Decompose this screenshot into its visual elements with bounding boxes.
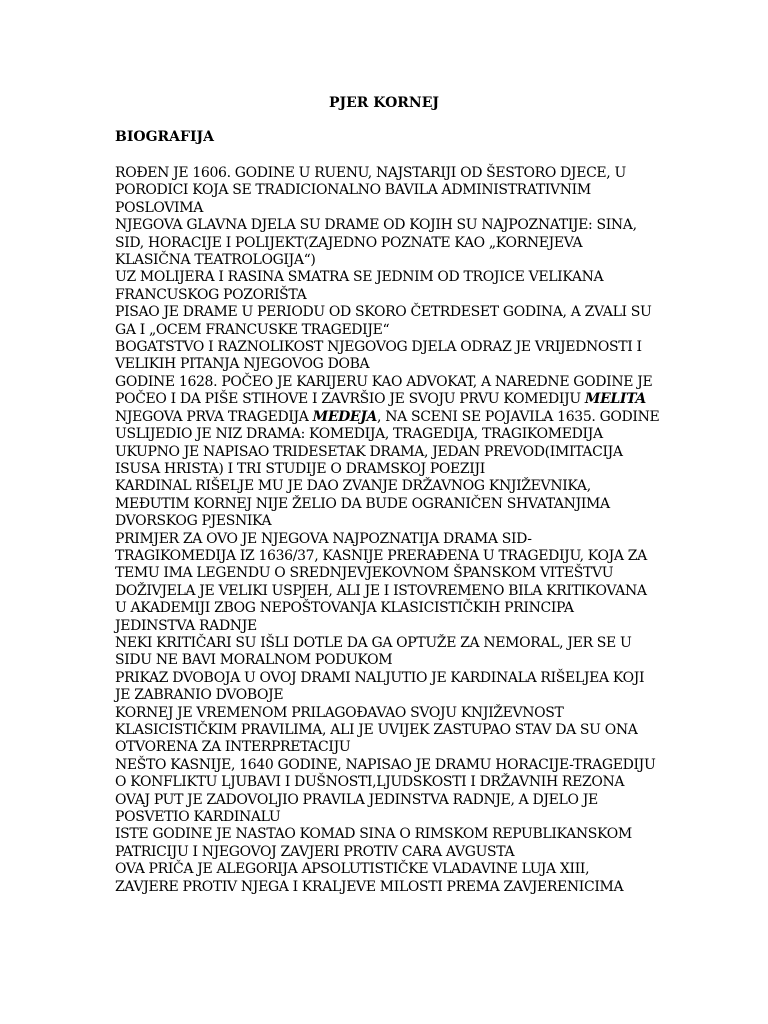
body-paragraph bbox=[115, 670, 655, 705]
text-line: NEŠTO KASNIJE, 1640 GODINE, NAPISAO JE DRAMU HORACIJE-TRAGEDIJU bbox=[115, 756, 656, 773]
text-line: VELIKIH PITANJA NJEGOVOG DOBA bbox=[115, 356, 370, 373]
text-line: SID, HORACIJE I POLIJEKT(ZAJEDNO POZNATE KAO „KORNEJEVA bbox=[115, 234, 583, 251]
text-line: USLIJEDIO JE NIZ DRAMA: KOMEDIJA, TRAGEDIJA, TRAGIKOMEDIJA bbox=[115, 426, 603, 443]
text-line: O KONFLIKTU LJUBAVI I DUŠNOSTI,LJUDSKOSTI I DRŽAVNIH REZONA bbox=[115, 774, 625, 791]
text-line: NJEGOVA GLAVNA DJELA SU DRAME OD KOJIH SU NAJPOZNATIJE: SINA, bbox=[115, 217, 637, 234]
body-paragraph bbox=[115, 339, 655, 374]
text-line: ZAVJERE PROTIV NJEGA I KRALJEVE MILOSTI PREMA ZAVJERENICIMA bbox=[115, 878, 624, 895]
section-heading: BIOGRAFIJA bbox=[115, 129, 215, 145]
text-line: MEĐUTIM KORNEJ NIJE ŽELIO DA BUDE OGRANIČEN SHVATANJIMA bbox=[115, 495, 610, 512]
text-line: OVA PRIČA JE ALEGORIJA APSOLUTISTIČKE VLADAVINE LUJA XIII, bbox=[115, 861, 590, 878]
body-paragraph bbox=[115, 826, 655, 861]
text-line: ISTE GODINE JE NASTAO KOMAD SINA O RIMSKOM REPUBLIKANSKOM bbox=[115, 826, 632, 843]
body-paragraph bbox=[115, 217, 655, 269]
text-line: PRIKAZ DVOBOJA U OVOJ DRAMI NALJUTIO JE KARDINALA RIŠELJEA KOJI bbox=[115, 669, 645, 686]
text-line: UZ MOLIJERA I RASINA SMATRA SE JEDNIM OD TROJICE VELIKANA bbox=[115, 269, 604, 286]
text-line: SIDU NE BAVI MORALNOM PODUKOM bbox=[115, 652, 393, 669]
body-paragraph bbox=[115, 757, 655, 792]
body-paragraph bbox=[115, 304, 655, 339]
text-line: POSVETIO KARDINALU bbox=[115, 809, 281, 826]
text-line: POSLOVIMA bbox=[115, 199, 203, 216]
text-segment: POČEO I DA PIŠE STIHOVE I ZAVRŠIO JE SVOJU PRVU KOMEDIJU bbox=[115, 391, 585, 408]
text-line: NEKI KRITIČARI SU IŠLI DOTLE DA GA OPTUŽE ZA NEMORAL, JER SE U bbox=[115, 634, 632, 651]
text-line: BOGATSTVO I RAZNOLIKOST NJEGOVOG DJELA ODRAZ JE VRIJEDNOSTI I bbox=[115, 339, 642, 356]
text-line: OTVORENA ZA INTERPRETACIJU bbox=[115, 739, 351, 756]
body-paragraph bbox=[115, 635, 655, 670]
text-line: PORODICI KOJA SE TRADICIONALNO BAVILA ADMINISTRATIVNIM bbox=[115, 182, 591, 199]
text-line: DOŽIVJELA JE VELIKI USPJEH, ALI JE I ISTOVREMENO BILA KRITIKOVANA bbox=[115, 582, 647, 599]
text-line: FRANCUSKOG POZORIŠTA bbox=[115, 286, 307, 303]
text-line: U AKADEMIJI ZBOG NEPOŠTOVANJA KLASICISTIČKIH PRINCIPA bbox=[115, 600, 574, 617]
text-line: ISUSA HRISTA) I TRI STUDIJE O DRAMSKOJ POEZIJI bbox=[115, 460, 485, 477]
text-line: KLASIČNA TEATROLOGIJA“) bbox=[115, 252, 316, 269]
body-paragraph bbox=[115, 583, 655, 635]
emphasized-title: MEDEJA bbox=[312, 408, 378, 425]
text-line: GA I „OCEM FRANCUSKE TRAGEDIJE“ bbox=[115, 321, 390, 338]
body-paragraph bbox=[115, 426, 655, 443]
document-title: PJER KORNEJ bbox=[328, 95, 440, 111]
text-segment: NJEGOVA PRVA TRAGEDIJA bbox=[115, 408, 313, 425]
body-paragraph bbox=[115, 269, 655, 304]
body-paragraph bbox=[115, 444, 655, 479]
body-paragraph bbox=[115, 165, 655, 217]
body-paragraph bbox=[115, 705, 655, 757]
body-paragraph bbox=[115, 861, 655, 896]
body-paragraph bbox=[115, 478, 655, 530]
text-line: GODINE 1628. POČEO JE KARIJERU KAO ADVOKAT, A NAREDNE GODINE JE bbox=[115, 373, 653, 390]
text-line: TEMU IMA LEGENDU O SREDNJEVJEKOVNOM ŠPANSKOM VITEŠTVU bbox=[115, 565, 614, 582]
text-line bbox=[115, 391, 655, 408]
body-paragraph bbox=[115, 374, 655, 409]
text-line: PISAO JE DRAME U PERIODU OD SKORO ČETRDESET GODINA, A ZVALI SU bbox=[115, 304, 652, 321]
body-paragraph bbox=[115, 531, 655, 583]
text-line: TRAGIKOMEDIJA IZ 1636/37, KASNIJE PRERAĐENA U TRAGEDIJU, KOJA ZA bbox=[115, 547, 647, 564]
document-body bbox=[115, 165, 660, 896]
text-line: KARDINAL RIŠELJE MU JE DAO ZVANJE DRŽAVNOG KNJIŽEVNIKA, bbox=[115, 478, 591, 495]
text-line: PRIMJER ZA OVO JE NJEGOVA NAJPOZNATIJA DRAMA SID- bbox=[115, 530, 532, 547]
text-line: DVORSKOG PJESNIKA bbox=[115, 513, 272, 530]
text-line: UKUPNO JE NAPISAO TRIDESETAK DRAMA, JEDAN PREVOD(IMITACIJA bbox=[115, 443, 623, 460]
text-line: KORNEJ JE VREMENOM PRILAGOĐAVAO SVOJU KNJIŽEVNOST bbox=[115, 704, 564, 721]
text-line: OVAJ PUT JE ZADOVOLJIO PRAVILA JEDINSTVA RADNJE, A DJELO JE bbox=[115, 791, 598, 808]
text-line: JEDINSTVA RADNJE bbox=[115, 617, 257, 634]
text-line: PATRICIJU I NJEGOVOJ ZAVJERI PROTIV CARA AVGUSTA bbox=[115, 843, 515, 860]
text-segment: , NA SCENI SE POJAVILA 1635. GODINE bbox=[377, 408, 660, 425]
body-paragraph bbox=[115, 792, 655, 827]
text-line: JE ZABRANIO DVOBOJE bbox=[115, 687, 284, 704]
text-line: ROĐEN JE 1606. GODINE U RUENU, NAJSTARIJI OD ŠESTORO DJECE, U bbox=[115, 165, 626, 181]
emphasized-title: MELITA bbox=[584, 391, 646, 408]
text-line bbox=[115, 408, 660, 426]
body-paragraph bbox=[115, 408, 660, 426]
text-line: KLASICISTIČKIM PRAVILIMA, ALI JE UVIJEK ZASTUPAO STAV DA SU ONA bbox=[115, 722, 638, 738]
